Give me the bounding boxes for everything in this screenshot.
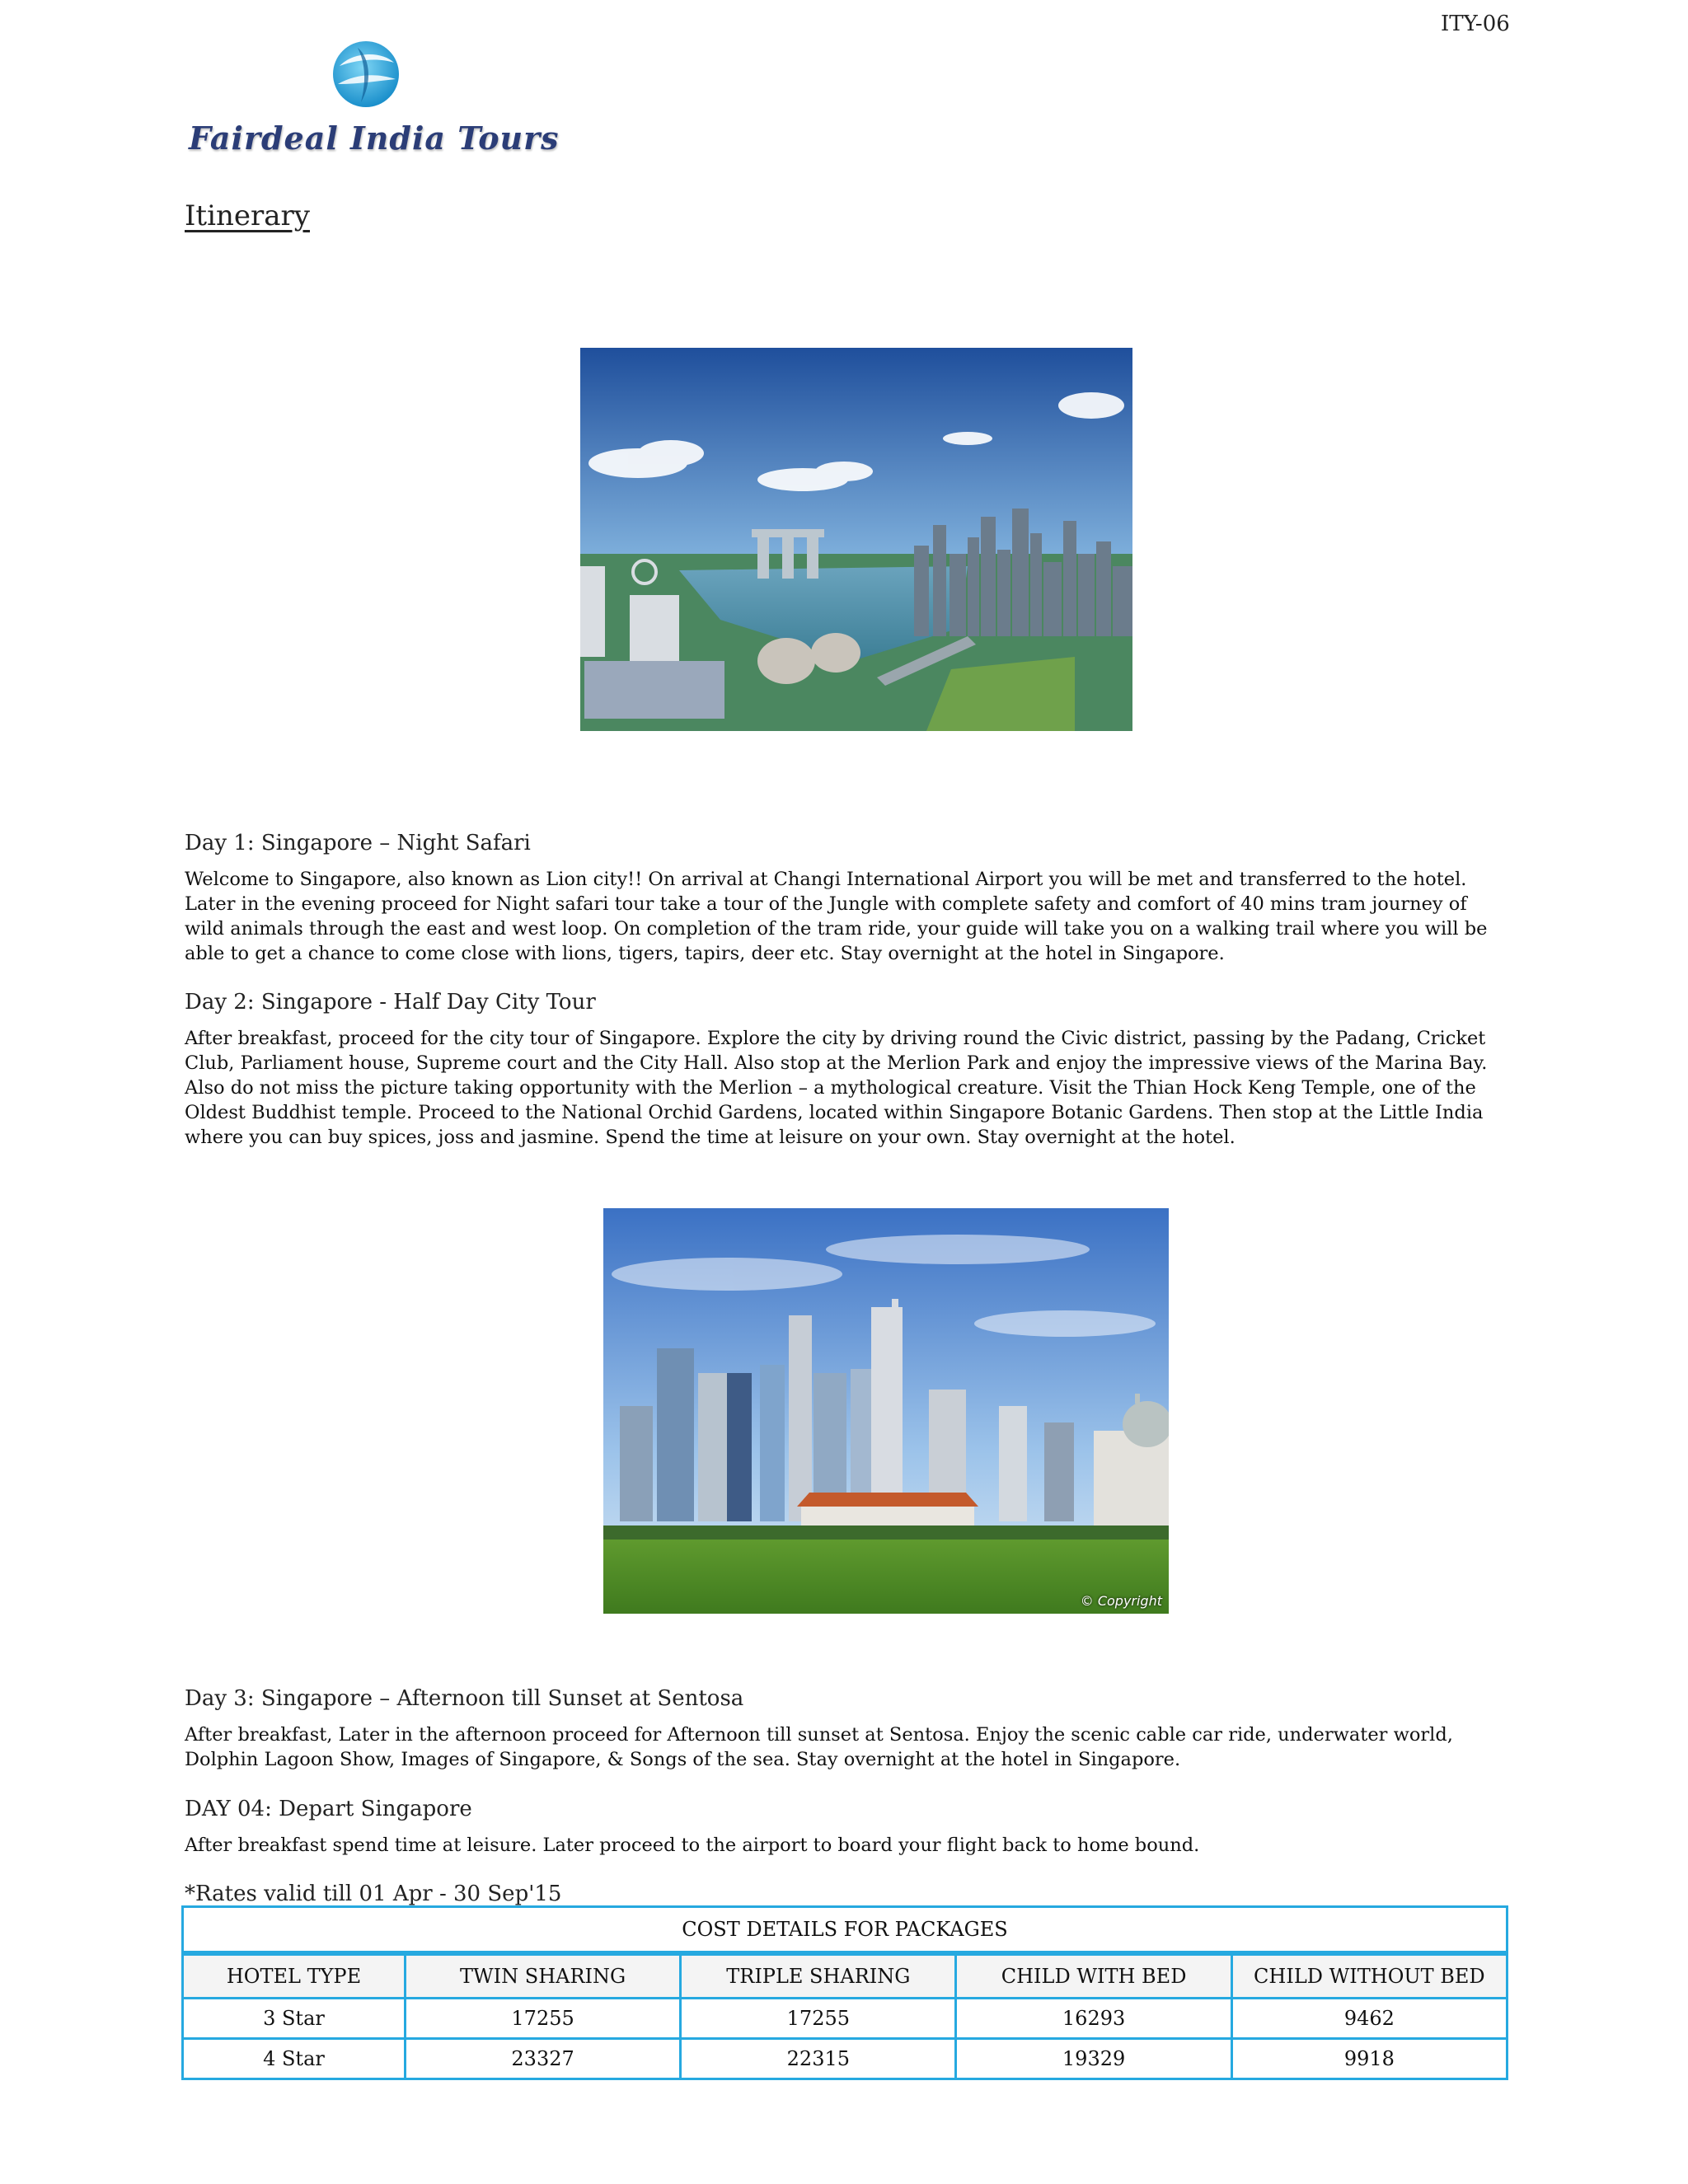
photo-credit: © Copyright xyxy=(1080,1593,1162,1609)
day-description: After breakfast, proceed for the city tour of Singapore. Explore the city by driving round the Civic district, passing by the Padang, Cricket Club, Parliament house, Supreme court and the City Hall. Also stop at the Merlion Park and enjoy the impressive views of the Marina Bay. Also do not miss the picture taking opportunity with the Merlion – a mythological creature. Visit the Thian Hock Keng Temple, one of the Oldest Buddhist temple. Proceed to the National Orchid Gardens, located within Singapore Botanic Gardens. Then stop at the Little India where you can buy spices, joss and jasmine. Spend the time at leisure on your own. Stay overnight at the hotel. xyxy=(185,1028,1488,1148)
company-logo xyxy=(185,33,560,165)
column-header: CHILD WITH BED xyxy=(956,1953,1231,1999)
cost-details-table xyxy=(181,1905,1508,2080)
table-cell: 16293 xyxy=(956,1999,1231,2039)
day-title: Day 2: Singapore - Half Day City Tour xyxy=(185,990,596,1015)
table-cell: 9918 xyxy=(1231,2039,1507,2079)
day-description: After breakfast, Later in the afternoon proceed for Afternoon till sunset at Sentosa. Enjoy the scenic cable car ride, underwater world, Dolphin Lagoon Show, Images of Singapore, & Songs of the sea. Stay overnight at the hotel in Singapore. xyxy=(185,1724,1453,1770)
column-header: TWIN SHARING xyxy=(405,1953,680,1999)
table-cell: 19329 xyxy=(956,2039,1231,2079)
table-cell: 23327 xyxy=(405,2039,680,2079)
table-cell: 22315 xyxy=(681,2039,956,2079)
rates-validity-note: *Rates valid till 01 Apr - 30 Sep'15 xyxy=(185,1882,562,1906)
table-cell: 3 Star xyxy=(183,1999,406,2039)
logo-swirl-icon xyxy=(325,33,407,115)
table-header-row xyxy=(183,1953,1507,1999)
table-row xyxy=(183,1999,1507,2039)
page-heading: Itinerary xyxy=(185,199,310,232)
table-caption: COST DETAILS FOR PACKAGES xyxy=(183,1907,1507,1954)
column-header: HOTEL TYPE xyxy=(183,1953,406,1999)
skyline-padang-photo xyxy=(603,1208,1169,1614)
document-code: ITY-06 xyxy=(1441,12,1510,36)
logo-text: Fairdeal India Tours xyxy=(189,120,560,157)
day-4-section xyxy=(185,1797,1503,1858)
table-row xyxy=(183,2039,1507,2079)
table-cell: 4 Star xyxy=(183,2039,406,2079)
column-header: TRIPLE SHARING xyxy=(681,1953,956,1999)
table-cell: 9462 xyxy=(1231,1999,1507,2039)
table-cell: 17255 xyxy=(681,1999,956,2039)
day-title: DAY 04: Depart Singapore xyxy=(185,1797,472,1821)
day-2-section xyxy=(185,990,1503,1150)
day-title: Day 3: Singapore – Afternoon till Sunset at Sentosa xyxy=(185,1686,744,1711)
day-description: Welcome to Singapore, also known as Lion city!! On arrival at Changi International Airport you will be met and transferred to the hotel. Later in the evening proceed for Night safari tour take a tour of the Jungle with complete safety and comfort of 40 mins tram journey of wild animals through the east and west loop. On completion of the tram ride, your guide will take you on a walking trail where you will be able to get a chance to come close with lions, tigers, tapirs, deer etc. Stay overnight at the hotel in Singapore. xyxy=(185,869,1488,964)
skyline-aerial-photo xyxy=(580,348,1132,731)
day-3-section xyxy=(185,1686,1503,1772)
column-header: CHILD WITHOUT BED xyxy=(1231,1953,1507,1999)
day-1-section xyxy=(185,831,1503,966)
day-description: After breakfast spend time at leisure. Later proceed to the airport to board your flight back to home bound. xyxy=(185,1835,1200,1856)
table-cell: 17255 xyxy=(405,1999,680,2039)
day-title: Day 1: Singapore – Night Safari xyxy=(185,831,531,855)
